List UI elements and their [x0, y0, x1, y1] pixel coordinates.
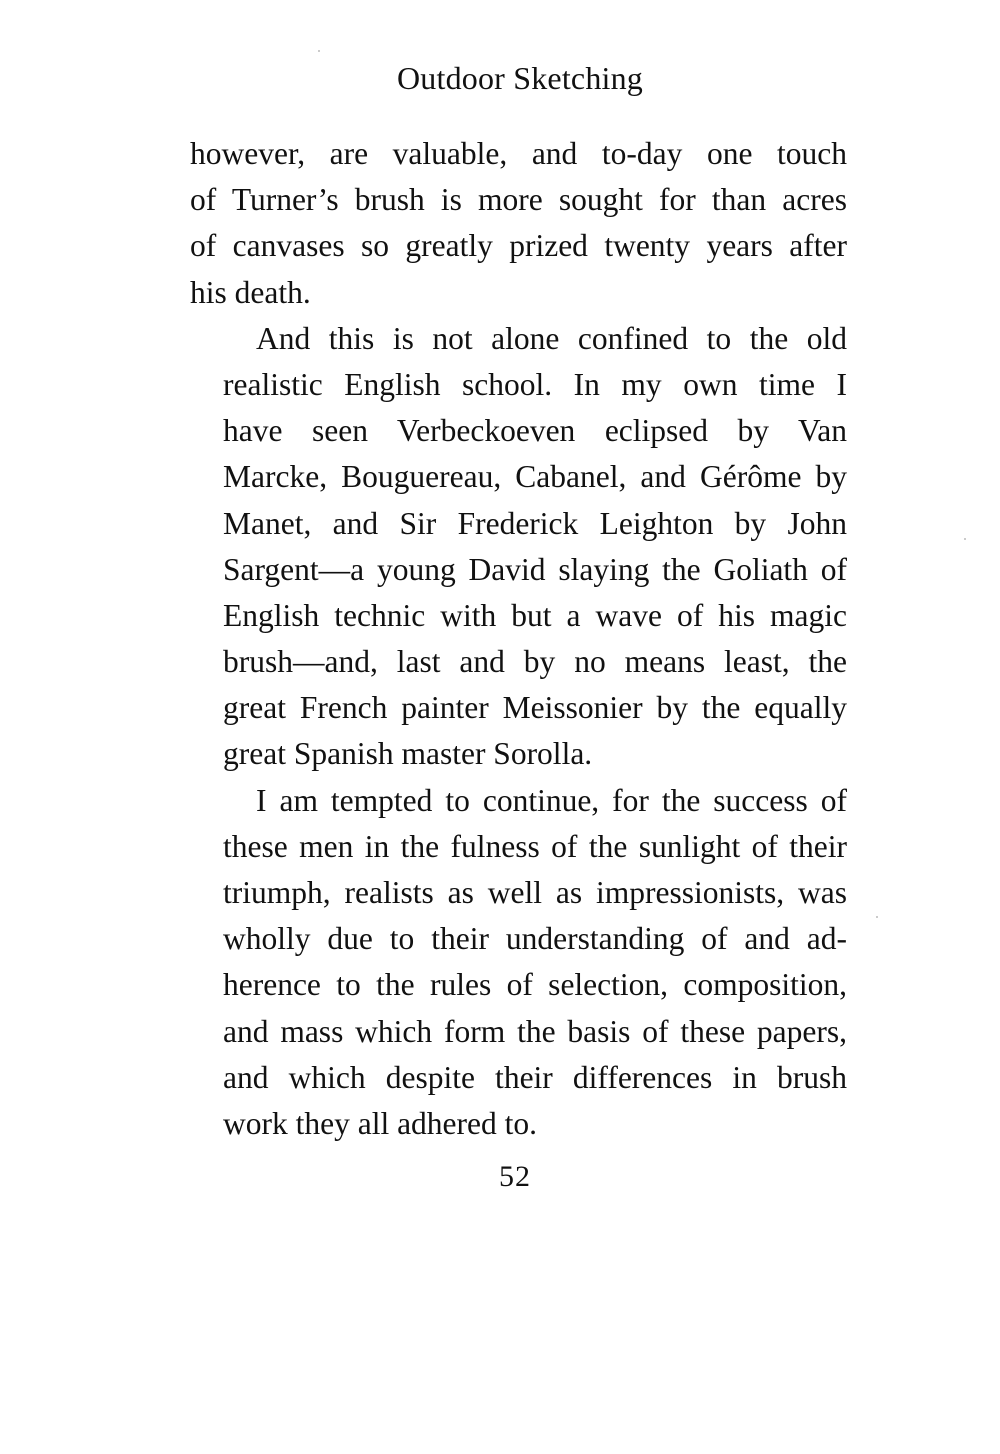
text-line: of Turner’s brush is more sought for than acres — [190, 182, 847, 218]
scan-speck — [964, 538, 966, 540]
text-line: And this is not alone confined to the old — [256, 320, 847, 356]
text-line: however, are valuable, and to-day one touch — [190, 136, 847, 171]
text-line: great French painter Meissonier by the equally — [223, 690, 847, 726]
text-line: English technic with but a wave of his magic — [223, 597, 847, 633]
text-line: Manet, and Sir Frederick Leighton by John — [223, 505, 847, 541]
body-text — [190, 131, 847, 1147]
text-line: Sargent—a young David slaying the Goliath of — [223, 551, 847, 587]
scan-speck — [876, 916, 878, 918]
text-line: herence to the rules of selection, composition, — [223, 967, 847, 1003]
page-number: 52 — [499, 1160, 531, 1193]
running-head: Outdoor Sketching — [396, 60, 644, 96]
text-line: and mass which form the basis of these papers, — [223, 1013, 847, 1049]
text-line: his death. — [190, 274, 311, 310]
paragraph-1 — [190, 131, 847, 316]
scan-speck — [318, 50, 320, 52]
text-line: I am tempted to continue, for the success of — [256, 782, 847, 818]
paragraph-3 — [190, 778, 847, 1148]
text-line: triumph, realists as well as impressionists, was — [223, 875, 847, 910]
paragraph-2 — [190, 316, 847, 778]
text-line: work they all adhered to. — [223, 1105, 538, 1141]
text-line: brush—and, last and by no means least, the — [223, 644, 847, 680]
text-line: Marcke, Bouguereau, Cabanel, and Gérôme by — [223, 459, 847, 495]
text-line: and which despite their differences in brush — [223, 1059, 847, 1095]
text-line: wholly due to their understanding of and ad- — [223, 921, 847, 957]
text-line: realistic English school. In my own time I — [223, 366, 847, 402]
text-line: great Spanish master Sorolla. — [223, 736, 593, 772]
text-line: have seen Verbeckoeven eclipsed by Van — [223, 413, 847, 449]
text-line: of canvases so greatly prized twenty years after — [190, 228, 847, 264]
text-line: these men in the fulness of the sunlight of their — [223, 828, 847, 864]
